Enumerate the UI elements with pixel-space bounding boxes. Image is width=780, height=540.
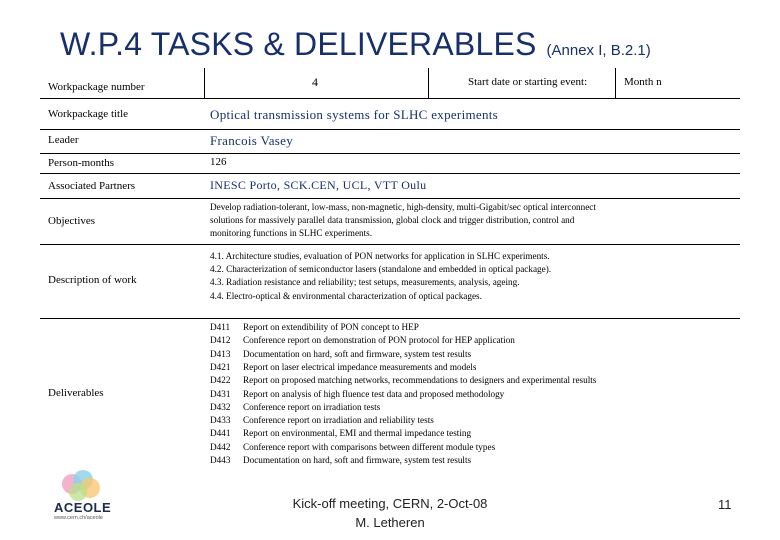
footer-event: Kick-off meeting, CERN, 2-Oct-08 xyxy=(292,496,488,511)
deliverable-code: D441 xyxy=(210,428,231,439)
row-divider xyxy=(40,173,740,174)
wp-title-label: Workpackage title xyxy=(48,108,129,120)
deliverable-code: D411 xyxy=(210,322,231,332)
logo-url: www.cern.ch/aceole xyxy=(54,515,103,521)
wp-number-label: Workpackage number xyxy=(48,81,145,93)
deliverable-text: Report on analysis of high fluence test data and proposed methodology xyxy=(243,388,505,399)
deliverable-code: D442 xyxy=(210,441,231,452)
annex-reference: (Annex I, B.2.1) xyxy=(546,42,651,59)
wp-number-value: 4 xyxy=(312,75,318,89)
description-line: 4.3. Radiation resistance and reliability; test setups, measurements, analysis, ageing. xyxy=(210,277,520,288)
deliverable-text: Conference report on irradiation and reliability tests xyxy=(243,415,434,426)
deliverable-row xyxy=(210,401,380,414)
description-line: 4.2. Characterization of semiconductor lasers (standalone and embedded in optical package). xyxy=(210,264,552,275)
description-text xyxy=(210,250,551,303)
deliverable-code: D443 xyxy=(210,455,231,465)
deliverable-row xyxy=(210,348,471,361)
objectives-line: monitoring functions in SLHC experiments. xyxy=(210,228,373,239)
column-divider xyxy=(204,68,205,98)
leader-label: Leader xyxy=(48,134,79,146)
deliverable-row xyxy=(210,334,515,347)
row-divider xyxy=(40,98,740,99)
deliverable-text: Conference report on irradiation tests xyxy=(243,401,381,412)
wp-title-value: Optical transmission systems for SLHC experiments xyxy=(210,107,499,122)
objectives-line: Develop radiation-tolerant, low-mass, non-magnetic, high-density, multi-Gigabit/sec optical interconnect xyxy=(210,202,596,212)
deliverable-text: Documentation on hard, soft and firmware, system test results xyxy=(243,455,472,465)
start-date-label: Start date or starting event: xyxy=(468,76,588,88)
column-divider xyxy=(428,68,429,98)
footer-author: M. Letheren xyxy=(355,515,425,530)
deliverable-text: Conference report with comparisons between different module types xyxy=(243,441,496,452)
partners-value: INESC Porto, SCK.CEN, UCL, VTT Oulu xyxy=(210,178,427,192)
deliverable-code: D433 xyxy=(210,415,231,426)
leader-value: Francois Vasey xyxy=(210,133,294,148)
person-months-label: Person-months xyxy=(48,157,114,169)
objectives-text xyxy=(210,201,596,241)
objectives-line: solutions for massively parallel data transmission, global clock and trigger distribution, control and xyxy=(210,215,575,226)
deliverable-text: Conference report on demonstration of PON protocol for HEP application xyxy=(243,335,515,346)
deliverable-code: D421 xyxy=(210,361,231,372)
deliverable-row xyxy=(210,361,476,374)
deliverable-row xyxy=(210,441,495,454)
page-number: 11 xyxy=(718,497,732,512)
row-divider xyxy=(40,153,740,154)
deliverable-code: D412 xyxy=(210,335,231,346)
deliverable-text: Report on laser electrical impedance measurements and models xyxy=(243,361,477,372)
deliverable-text: Report on extendibility of PON concept to HEP xyxy=(243,322,419,332)
deliverable-text: Documentation on hard, soft and firmware, system test results xyxy=(243,348,472,359)
deliverable-row xyxy=(210,414,434,427)
deliverable-text: Report on proposed matching networks, recommendations to designers and experimental results xyxy=(243,375,597,386)
partners-label: Associated Partners xyxy=(48,180,136,192)
description-line: 4.4. Electro-optical & environmental characterization of optical packages. xyxy=(210,290,482,301)
row-divider xyxy=(40,129,740,130)
row-divider xyxy=(40,318,740,319)
deliverable-code: D413 xyxy=(210,348,231,359)
person-months-value: 126 xyxy=(210,156,227,168)
slide-title-text: W.P.4 TASKS & DELIVERABLES xyxy=(60,26,537,62)
start-date-value: Month n xyxy=(624,76,662,88)
description-label: Description of work xyxy=(48,274,137,286)
deliverable-row xyxy=(210,454,471,467)
deliverable-code: D432 xyxy=(210,401,231,412)
deliverables-label: Deliverables xyxy=(48,387,104,399)
description-line: 4.1. Architecture studies, evaluation of PON networks for application in SLHC experiments. xyxy=(210,251,550,261)
deliverable-row xyxy=(210,427,471,440)
slide-title xyxy=(60,26,651,63)
column-divider xyxy=(615,68,616,98)
logo-name: ACEOLE xyxy=(54,500,112,515)
deliverable-code: D431 xyxy=(210,388,231,399)
deliverable-row xyxy=(210,321,419,334)
objectives-label: Objectives xyxy=(48,215,96,227)
deliverable-row xyxy=(210,388,504,401)
deliverable-code: D422 xyxy=(210,375,231,386)
slide-footer xyxy=(270,494,510,532)
deliverable-text: Report on environmental, EMI and thermal impedance testing xyxy=(243,428,472,439)
row-divider xyxy=(40,198,740,199)
row-divider xyxy=(40,244,740,245)
deliverable-row xyxy=(210,374,596,387)
